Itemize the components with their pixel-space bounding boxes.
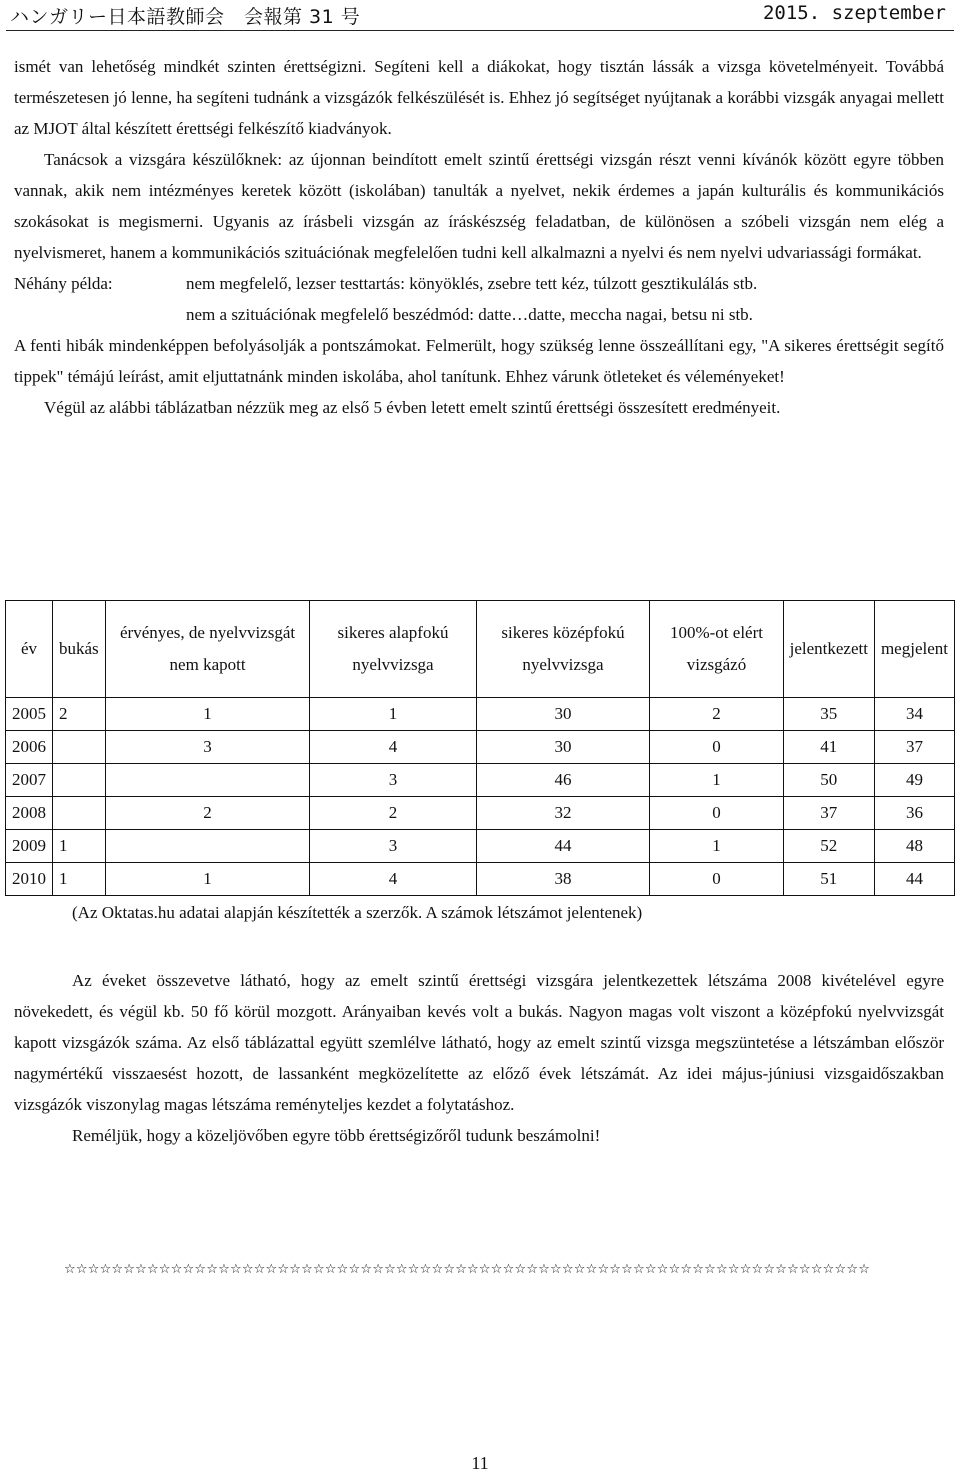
cell-year: 2008 (6, 797, 53, 830)
cell-intermediate-cert: 32 (476, 797, 650, 830)
header-year: év (6, 601, 53, 698)
cell-registered: 52 (783, 830, 874, 863)
paragraph-3: A fenti hibák mindenképpen befolyásolják a pontszámokat. Felmerült, hogy szükség lenne összeállítani egy, "A sikeres érettségit segítő tippek" témájú leírást, amit eljuttatnánk minden iskolába, ahol tanítunk. Ehhez várunk ötleteket és véleményeket! (14, 336, 944, 386)
issue-date: 2015. szeptember (762, 2, 946, 24)
header-registered: jelentkezett (783, 601, 874, 698)
table-row (6, 731, 955, 764)
article-body-top (14, 51, 944, 423)
header-appeared: megjelent (874, 601, 954, 698)
table-row (6, 830, 955, 863)
cell-failed: 2 (53, 698, 106, 731)
header-full-score: 100%-ot elért vizsgázó (650, 601, 783, 698)
paragraph-1: ismét van lehetőség mindkét szinten érettségizni. Segíteni kell a diákokat, hogy tisztán lássák a vizsga követelményeit. Továbbá természetesen jó lenne, ha segíteni tudnánk a vizsgázók felkészülését is. Ehhez jó segítséget nyújtanak a korábbi vizsgák anyagai mellett az MJOT által készített érettségi felkészítő kiadványok. (14, 57, 944, 138)
cell-valid-no-cert: 1 (105, 698, 310, 731)
cell-full-score: 1 (650, 830, 783, 863)
cell-failed: 1 (53, 863, 106, 896)
paragraph-2: Tanácsok a vizsgára készülőknek: az újonnan beindított emelt szintű érettségi vizsgán részt venni kívánók között egyre többen vannak, akik nem intézményes keretek között (iskolában) tanulták a nyelvet, nekik érdemes a japán kulturális és kommunikációs szokásokat is megismerni. Ugyanis az írásbeli vizsgán az íráskészség feladatban, de különösen a szóbeli vizsgán nem elég a nyelvismeret, hanem a kommunikációs szituációnak megfelelően tudni kell alkalmazni a nyelvi és nem nyelvi udvariassági formákat. (14, 150, 944, 262)
cell-intermediate-cert: 30 (476, 698, 650, 731)
cell-failed: 1 (53, 830, 106, 863)
table-row (6, 764, 955, 797)
example-2: nem a szituációnak megfelelő beszédmód: datte…datte, meccha nagai, betsu ni stb. (186, 305, 753, 324)
header-failed: bukás (53, 601, 106, 698)
cell-appeared: 34 (874, 698, 954, 731)
header-divider (6, 30, 954, 31)
cell-intermediate-cert: 44 (476, 830, 650, 863)
cell-year: 2010 (6, 863, 53, 896)
cell-valid-no-cert: 2 (105, 797, 310, 830)
paragraph-5: Az éveket összevetve látható, hogy az emelt szintű érettségi vizsgára jelentkezettek létszáma 2008 kivételével egyre növekedett, és végül kb. 50 fő körül mozgott. Arányaiban kevés volt a bukás. Nagyon magas volt viszont a középfokú nyelvvizsgát kapott vizsgázók száma. Az első táblázattal együtt szemlélve látható, hogy az emelt szintű vizsga megszüntetése a létszámban először nagymértékű visszaesést hozott, de lassanként megközelítette az előző évek létszámát. Az idei május-júniusi vizsgaidőszakban vizsgázók viszonylag magas létszáma reményteljes kezdet a folytatáshoz. (14, 971, 944, 1114)
cell-appeared: 44 (874, 863, 954, 896)
cell-full-score: 0 (650, 797, 783, 830)
table-header-row (6, 601, 955, 698)
cell-intermediate-cert: 46 (476, 764, 650, 797)
example-1: nem megfelelő, lezser testtartás: könyöklés, zsebre tett kéz, túlzott gesztikulálás stb. (186, 274, 758, 293)
header-basic-cert: sikeres alapfokú nyelvvizsga (310, 601, 476, 698)
cell-year: 2007 (6, 764, 53, 797)
results-table (5, 600, 955, 896)
cell-valid-no-cert (105, 830, 310, 863)
table-row (6, 863, 955, 896)
page-number: 11 (471, 1453, 489, 1473)
cell-valid-no-cert: 1 (105, 863, 310, 896)
cell-basic-cert: 4 (310, 731, 476, 764)
cell-year: 2006 (6, 731, 53, 764)
cell-intermediate-cert: 38 (476, 863, 650, 896)
cell-failed (53, 731, 106, 764)
cell-registered: 51 (783, 863, 874, 896)
article-body-bottom (14, 965, 944, 1151)
cell-registered: 37 (783, 797, 874, 830)
cell-intermediate-cert: 30 (476, 731, 650, 764)
star-separator: ☆☆☆☆☆☆☆☆☆☆☆☆☆☆☆☆☆☆☆☆☆☆☆☆☆☆☆☆☆☆☆☆☆☆☆☆☆☆☆☆☆☆☆☆☆☆☆☆☆☆☆☆☆☆☆☆☆☆☆☆☆☆☆☆☆☆☆☆ (64, 1262, 871, 1277)
example-label: Néhány példa: (14, 274, 113, 293)
cell-valid-no-cert: 3 (105, 731, 310, 764)
cell-year: 2009 (6, 830, 53, 863)
table-row (6, 698, 955, 731)
header-intermediate-cert: sikeres középfokú nyelvvizsga (476, 601, 650, 698)
cell-valid-no-cert (105, 764, 310, 797)
table-caption: (Az Oktatas.hu adatai alapján készítették a szerzők. A számok létszámot jelentenek) (72, 903, 643, 922)
cell-failed (53, 764, 106, 797)
cell-year: 2005 (6, 698, 53, 731)
cell-full-score: 1 (650, 764, 783, 797)
cell-basic-cert: 1 (310, 698, 476, 731)
cell-failed (53, 797, 106, 830)
header-valid-no-cert: érvényes, de nyelvvizsgát nem kapott (105, 601, 310, 698)
example-row-1 (14, 268, 944, 299)
cell-basic-cert: 2 (310, 797, 476, 830)
cell-basic-cert: 3 (310, 830, 476, 863)
cell-full-score: 0 (650, 731, 783, 764)
paragraph-4: Végül az alábbi táblázatban nézzük meg az első 5 évben letett emelt szintű érettségi összesített eredményeit. (44, 398, 781, 417)
cell-full-score: 2 (650, 698, 783, 731)
cell-appeared: 37 (874, 731, 954, 764)
cell-registered: 41 (783, 731, 874, 764)
cell-registered: 35 (783, 698, 874, 731)
cell-appeared: 48 (874, 830, 954, 863)
cell-basic-cert: 3 (310, 764, 476, 797)
newsletter-title: ハンガリー日本語教師会 会報第 31 号 (10, 6, 361, 28)
page-header (0, 0, 960, 30)
paragraph-6: Reméljük, hogy a közeljövőben egyre több érettségizőről tudunk beszámolni! (72, 1126, 601, 1145)
cell-appeared: 36 (874, 797, 954, 830)
cell-full-score: 0 (650, 863, 783, 896)
cell-registered: 50 (783, 764, 874, 797)
cell-appeared: 49 (874, 764, 954, 797)
cell-basic-cert: 4 (310, 863, 476, 896)
table-row (6, 797, 955, 830)
